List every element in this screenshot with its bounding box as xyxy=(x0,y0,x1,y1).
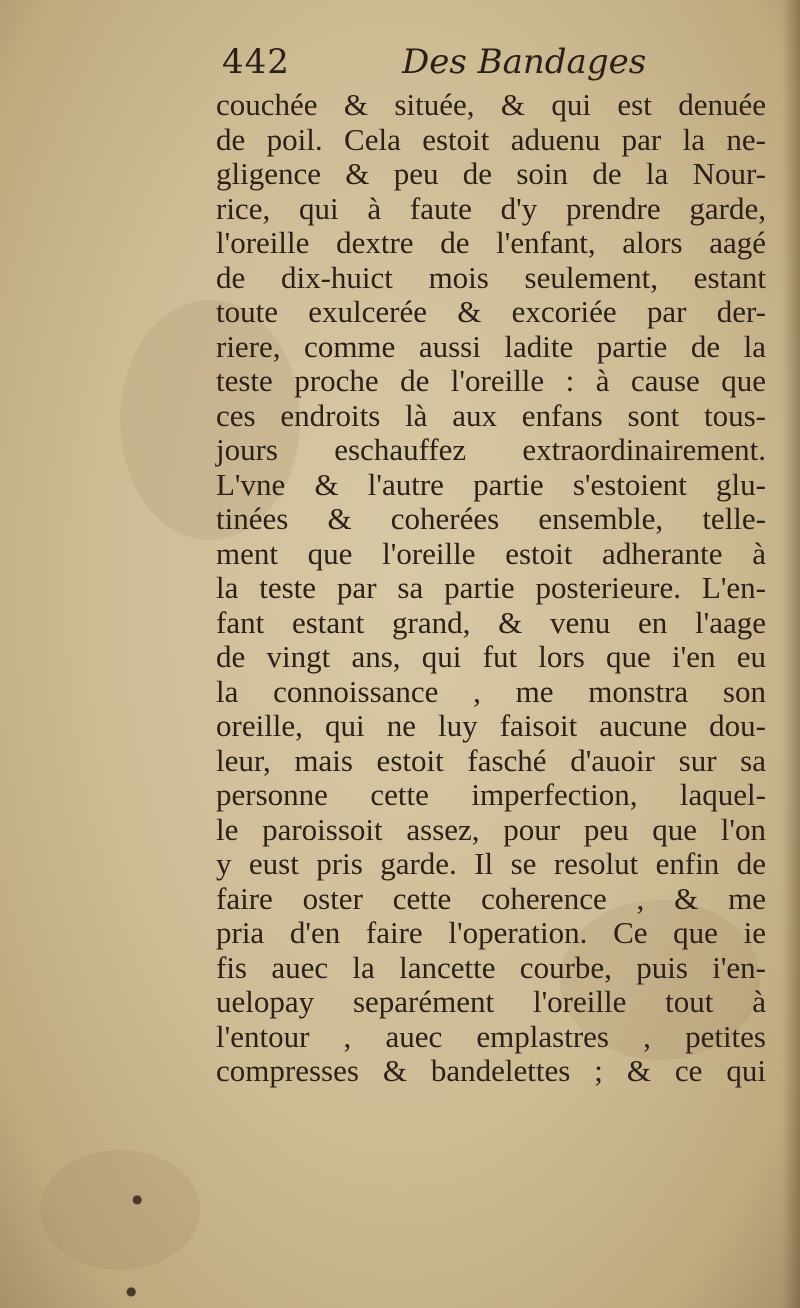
body-text xyxy=(216,88,766,1089)
text-line: tinées & coherées ensemble, telle- xyxy=(216,501,766,536)
text-line: gligence & peu de soin de la Nour- xyxy=(216,156,766,191)
text-line: toute exulcerée & excoriée par der- xyxy=(216,294,766,329)
text-line: de dix-huict mois seulement, estant xyxy=(216,259,766,295)
ink-speck: ● xyxy=(126,1284,137,1298)
page-number: 442 xyxy=(222,42,290,82)
running-title: Des Bandages xyxy=(402,42,647,82)
text-line: L'vne & l'autre partie s'estoient glu- xyxy=(216,466,766,502)
text-line: le paroissoit assez, pour peu que l'on xyxy=(216,811,766,847)
text-line: de vingt ans, qui fut lors que i'en eu xyxy=(216,639,766,674)
text-line: l'entour , auec emplastres , petites xyxy=(216,1018,766,1054)
paper-stain xyxy=(40,1150,200,1270)
text-line: couchée & située, & qui est denuée xyxy=(216,87,766,122)
text-line: faire oster cette coherence , & me xyxy=(216,880,766,916)
page-edge-shadow xyxy=(782,0,800,1308)
text-line: oreille, qui ne luy faisoit aucune dou- xyxy=(216,708,766,743)
text-line: fant estant grand, & venu en l'aage xyxy=(216,604,766,640)
text-line: ment que l'oreille estoit adherante à xyxy=(216,535,766,571)
text-line: la teste par sa partie posterieure. L'en- xyxy=(216,570,766,605)
text-line: riere, comme aussi ladite partie de la xyxy=(216,328,766,364)
text-line: fis auec la lancette courbe, puis i'en- xyxy=(216,949,766,985)
text-line: personne cette imperfection, laquel- xyxy=(216,777,766,812)
text-line: leur, mais estoit fasché d'auoir sur sa xyxy=(216,742,766,778)
ink-speck: ● xyxy=(132,1192,143,1206)
page-header xyxy=(222,42,742,92)
text-line: ces endroits là aux enfans sont tous- xyxy=(216,397,766,433)
text-line: jours eschauffez extraordinairement. xyxy=(216,432,766,467)
text-line: y eust pris garde. Il se resolut enfin de xyxy=(216,846,766,881)
text-line: la connoissance , me monstra son xyxy=(216,673,766,709)
text-line: de poil. Cela estoit aduenu par la ne- xyxy=(216,121,766,157)
text-line: pria d'en faire l'operation. Ce que ie xyxy=(216,915,766,950)
text-line: teste proche de l'oreille : à cause que xyxy=(216,363,766,398)
text-line: l'oreille dextre de l'enfant, alors aagé xyxy=(216,225,766,260)
text-line: uelopay separément l'oreille tout à xyxy=(216,984,766,1019)
text-line: compresses & bandelettes ; & ce qui xyxy=(216,1053,766,1088)
text-line: rice, qui à faute d'y prendre garde, xyxy=(216,190,766,226)
